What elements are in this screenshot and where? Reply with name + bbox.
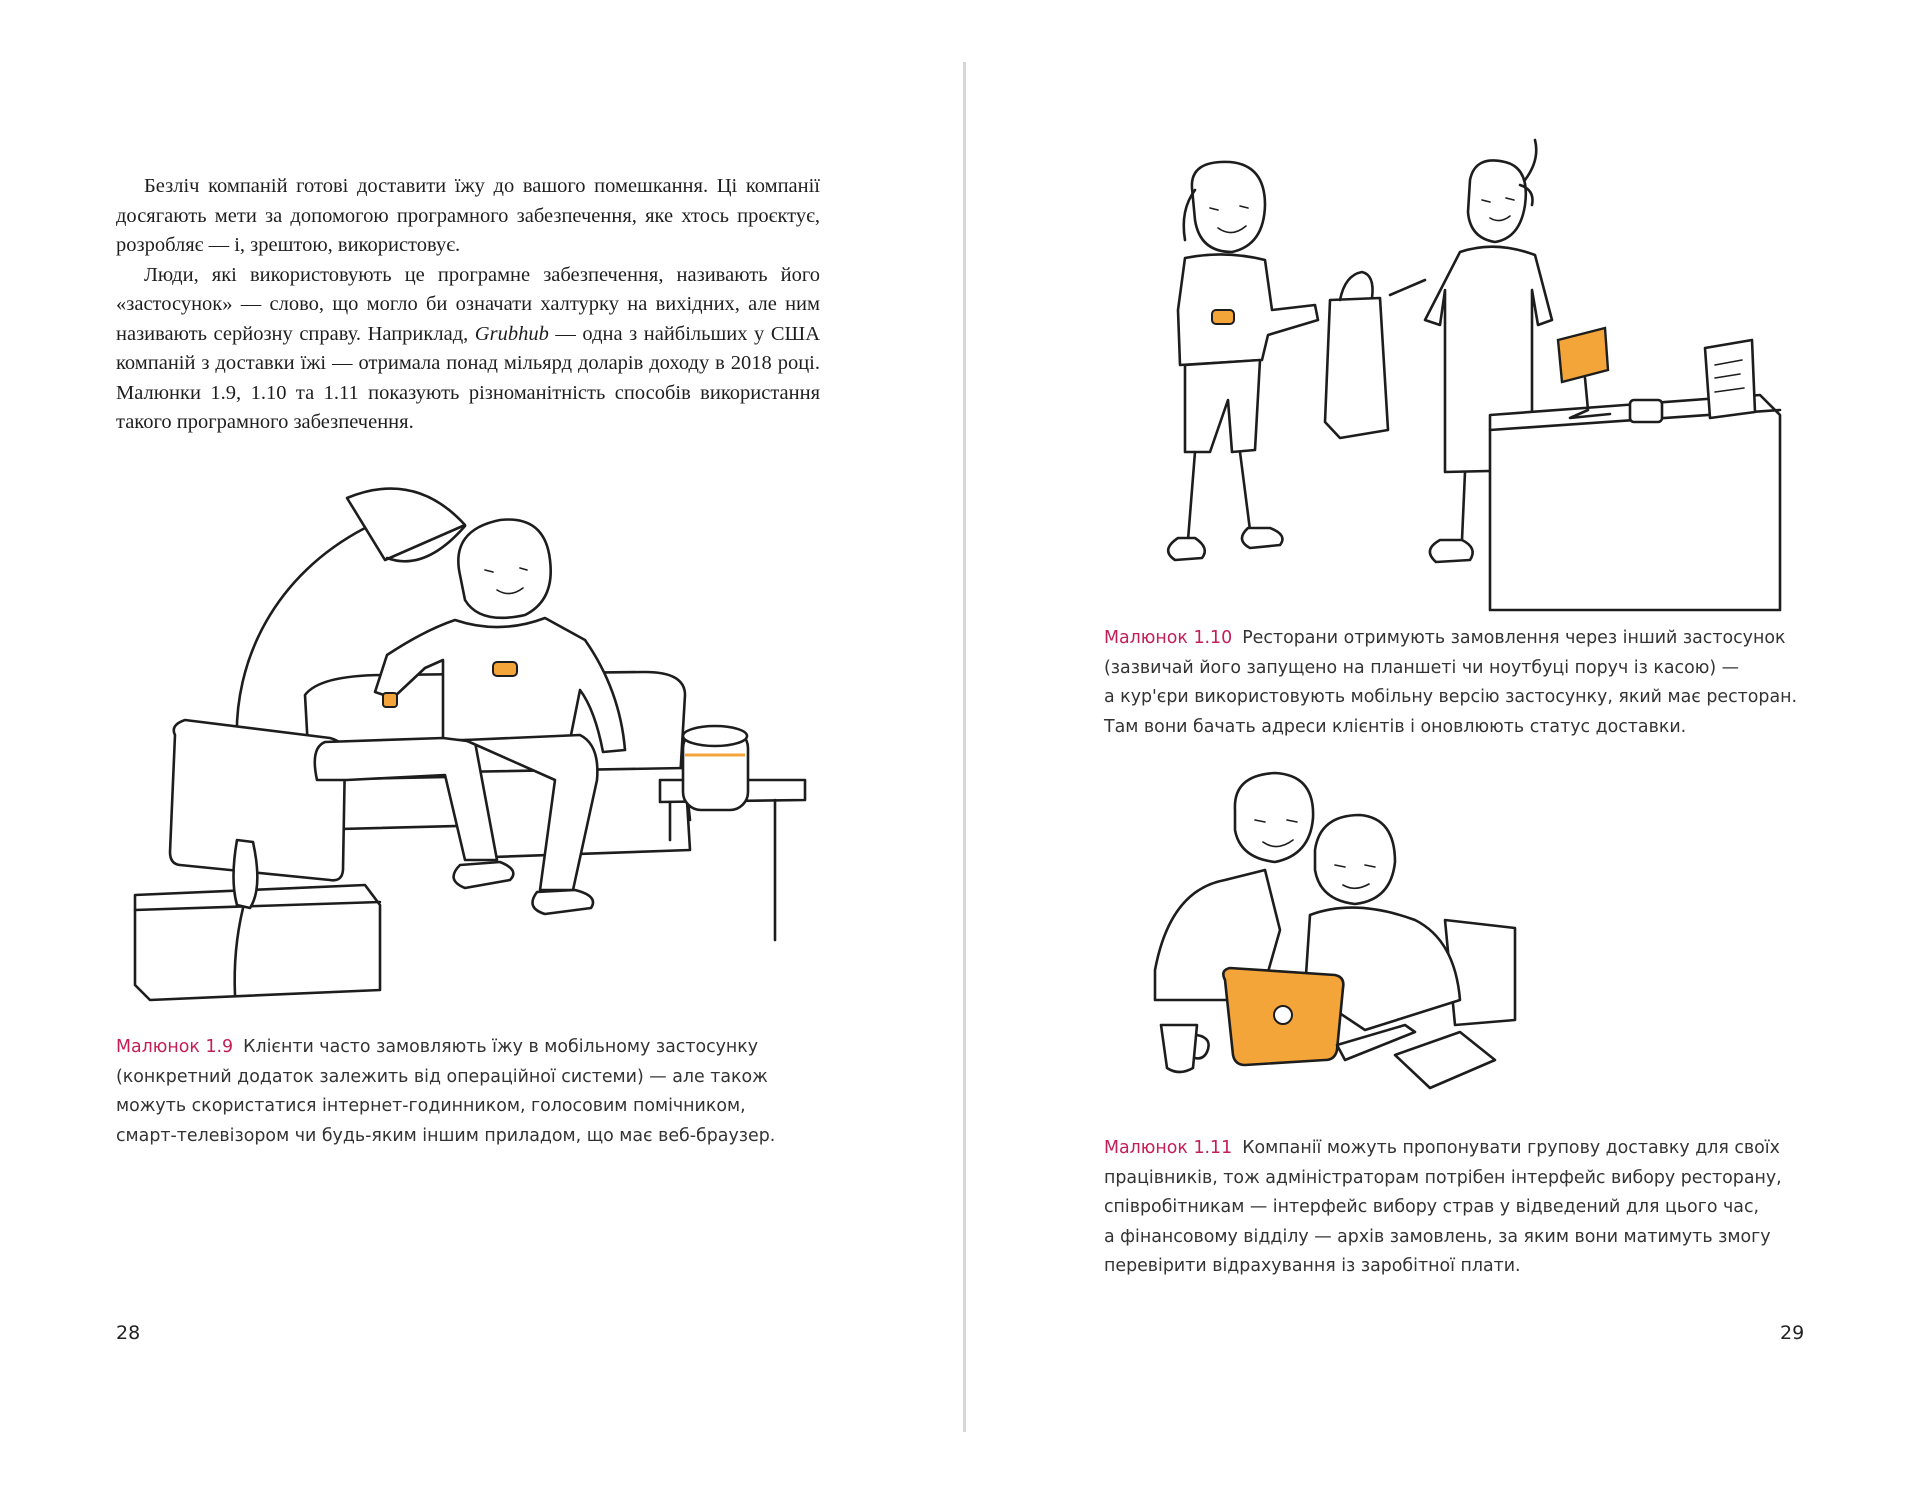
page-number-right: 29 xyxy=(1780,1322,1805,1344)
caption-line: Малюнок 1.9 Клієнти часто замовляють їжу в мобільному застосунку xyxy=(116,1037,759,1057)
paragraph-2: Люди, які використовують це програмне забезпечення, називають його «застосунок» — слово, що могло би означати халтурку на вихідних, але ним називають серйозну справу. Наприклад, Grubhub — одна з найбільших у США компаній з доставки їжі — отримала понад мільярд доларів доходу в 2018 році. Малюнки 1.9, 1.10 та 1.11 показують різноманітність способів використання такого програмного забезпечення. xyxy=(116,263,821,433)
body-text xyxy=(116,172,820,438)
caption-line: Малюнок 1.10 Ресторани отримують замовлення через інший застосунок xyxy=(1104,628,1786,648)
figure-label: Малюнок 1.9 xyxy=(116,1037,234,1057)
figure-label: Малюнок 1.11 xyxy=(1104,1138,1233,1158)
caption-line: працівників, тож адміністраторам потрібен інтерфейс вибору ресторану, xyxy=(1104,1167,1782,1188)
caption-line: а кур'єри використовують мобільну версію застосунку, який має ресторан. xyxy=(1104,687,1798,707)
caption-line: (конкретний додаток залежить від операційної системи) — але також xyxy=(116,1066,768,1087)
paragraph-1: Безліч компаній готові доставити їжу до вашого помешкання. Ці компанії досягають мети за допомогою програмного забезпечення, яке хтось проєктує, розробляє — і, зрештою, використовує. xyxy=(116,175,820,256)
figure-1-9-caption xyxy=(116,1033,775,1151)
caption-line: Малюнок 1.11 Компанії можуть пропонувати групову доставку для своїх xyxy=(1104,1138,1780,1158)
caption-line: можуть скористатися інтернет-годинником, голосовим помічником, xyxy=(116,1096,746,1116)
figure-1-10-caption xyxy=(1104,624,1797,742)
couch-scene-illustration xyxy=(125,480,825,1010)
caption-line: перевірити відрахування із заробітної плати. xyxy=(1104,1256,1521,1276)
caption-line: а фінансовому відділу — архів замовлень, за яким вони матимуть змогу xyxy=(1104,1226,1771,1247)
figure-1-11-caption xyxy=(1104,1134,1782,1282)
page-number-left: 28 xyxy=(116,1322,141,1344)
caption-line: співробітникам — інтерфейс вибору страв у відведений для цього час, xyxy=(1104,1197,1760,1217)
figure-label: Малюнок 1.10 xyxy=(1104,628,1233,648)
caption-line: смарт-телевізором чи будь-яким іншим приладом, що має веб-браузер. xyxy=(116,1125,776,1146)
restaurant-counter-illustration xyxy=(1140,160,1780,610)
office-laptop-illustration xyxy=(1115,770,1535,1100)
caption-line: (зазвичай його запущено на планшеті чи ноутбуці поруч із касою) — xyxy=(1104,657,1740,678)
caption-line: Там вони бачать адреси клієнтів і оновлюють статус доставки. xyxy=(1104,716,1687,737)
book-spine xyxy=(963,62,966,1432)
